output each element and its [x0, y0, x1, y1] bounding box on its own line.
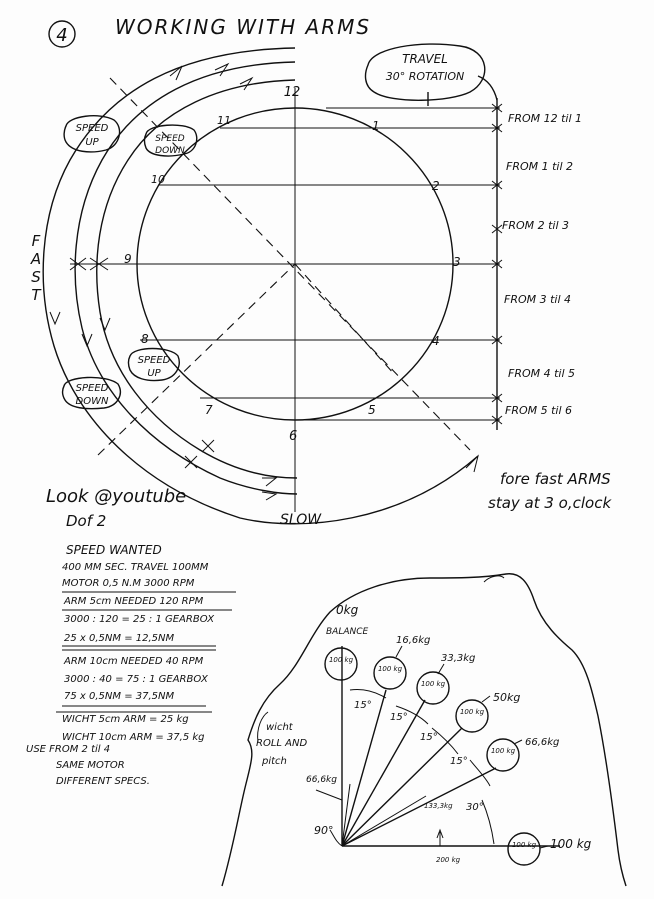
angle-label: 30° [466, 802, 484, 813]
travel-note-pointer [478, 76, 497, 100]
mass-circle [417, 672, 449, 704]
mass-label: 100 kg [511, 841, 537, 849]
roll-note-line: wicht [266, 722, 293, 733]
weight-label: 66,6kg [525, 737, 560, 748]
range-label: FROM 3 til 4 [504, 293, 572, 306]
slow-label: SLOW [280, 512, 322, 528]
clock-label-10: 10 [151, 173, 165, 186]
calc-line: 400 MM SEC. TRAVEL 100MM [62, 562, 209, 573]
clock-label-2: 2 [432, 179, 440, 193]
angle-label: 15° [420, 732, 438, 743]
weight-label: 0kg [336, 603, 359, 617]
fast-label-letter: F [31, 232, 41, 250]
fore-note-line: fore fast ARMS [500, 470, 611, 488]
calc-line: 75 x 0,5NM = 37,5NM [64, 691, 175, 702]
calc-line: SAME MOTOR [56, 760, 125, 771]
clock-label-1: 1 [372, 119, 380, 133]
mass-label: 100 kg [377, 665, 403, 673]
calc-line: 3000 : 120 = 25 : 1 GEARBOX [64, 614, 215, 625]
speed-up-bottom-label: SPEED [137, 355, 171, 366]
weight-label: BALANCE [326, 627, 369, 637]
side-label: 66,6kg [306, 775, 337, 785]
calc-line: SPEED WANTED [66, 543, 162, 557]
weight-label: 33,3kg [441, 653, 476, 664]
clock-label-3: 3 [453, 255, 461, 269]
diagonal-dashed-line [98, 264, 298, 455]
calc-line: ARM 5cm NEEDED 120 RPM [64, 596, 204, 607]
speed-down-top-label: SPEED [155, 134, 185, 144]
calc-line: USE FROM 2 til 4 [26, 744, 111, 755]
angle-label: 15° [354, 700, 372, 711]
range-label: FROM 5 til 6 [505, 404, 573, 417]
calc-line: 25 x 0,5NM = 12,5NM [64, 633, 175, 644]
side-label: 90° [314, 824, 334, 837]
speed-up-top-label: SPEED [75, 123, 109, 134]
mass-label: 100 kg [459, 708, 485, 716]
fast-label-letter: S [31, 268, 41, 286]
outer-motion-arc [43, 48, 478, 524]
calc-line: 3000 : 40 = 75 : 1 GEARBOX [64, 674, 208, 685]
mass-label: 100 kg [420, 680, 446, 688]
speed-up-top-label: UP [85, 137, 99, 148]
range-label: FROM 4 til 5 [508, 367, 576, 380]
range-label: FROM 12 til 1 [508, 112, 583, 125]
mass-circle [374, 657, 406, 689]
fast-label-letter: A [30, 250, 42, 268]
range-label: FROM 2 til 3 [502, 219, 570, 232]
side-label: 133,3kg [424, 802, 453, 810]
clock-label-7: 7 [205, 403, 213, 417]
roll-note-line: pitch [262, 756, 287, 767]
weight-label: 16,6kg [396, 635, 431, 646]
range-label: FROM 1 til 2 [506, 160, 574, 173]
fore-note-line: stay at 3 o,clock [488, 494, 612, 512]
speed-down-bottom-label: SPEED [75, 383, 109, 394]
diagonal-dashed-line [295, 264, 395, 375]
calc-line: WICHT 10cm ARM = 37,5 kg [62, 732, 205, 743]
mass-label: 100 kg [490, 747, 516, 755]
clock-label-9: 9 [124, 252, 132, 266]
side-label-pointer [316, 790, 342, 800]
weight-label: 100 kg [550, 837, 592, 851]
page-number: 4 [56, 25, 68, 46]
youtube-note-line: Dof 2 [66, 512, 107, 530]
mass-circle [325, 648, 357, 680]
speed-up-bottom-label: UP [147, 368, 161, 379]
mass-label: 100 kg [328, 656, 354, 664]
calculation-notes [26, 543, 236, 787]
calc-line: DIFFERENT SPECS. [56, 776, 150, 787]
calc-line: WICHT 5cm ARM = 25 kg [62, 714, 189, 725]
arm-line-45 [342, 728, 462, 846]
fast-label-letter: T [31, 286, 41, 304]
clock-label-6: 6 [289, 429, 298, 444]
calc-line: MOTOR 0,5 N.M 3000 RPM [62, 578, 195, 589]
travel-note-line: TRAVEL [402, 52, 448, 66]
page-title: WORKING WITH ARMS [115, 15, 372, 39]
clock-label-4: 4 [432, 334, 440, 348]
clock-label-5: 5 [368, 403, 376, 417]
angle-label: 15° [450, 756, 468, 767]
calc-line: ARM 10cm NEEDED 40 RPM [64, 656, 204, 667]
clock-label-11: 11 [217, 114, 231, 127]
angle-label: 15° [390, 712, 408, 723]
roll-note-line: ROLL AND [256, 738, 308, 749]
mass-circle [456, 700, 488, 732]
travel-note-line: 30° ROTATION [385, 70, 465, 83]
arm-line-15 [342, 690, 386, 846]
youtube-note-line: Look @youtube [46, 486, 187, 507]
speed-down-bottom-label: DOWN [75, 396, 109, 407]
speed-down-top-label: DOWN [155, 146, 185, 156]
arc-arrowheads [50, 64, 478, 500]
weight-label: 50kg [493, 691, 521, 704]
right-angle-mark [330, 830, 342, 846]
arm-line-30 [342, 700, 425, 846]
side-label: 200 kg [436, 856, 461, 864]
mass-labels [329, 656, 537, 849]
clock-label-8: 8 [141, 332, 149, 346]
clock-label-12: 12 [283, 85, 301, 100]
force-arrow [342, 784, 350, 846]
mass-circle [508, 833, 540, 865]
